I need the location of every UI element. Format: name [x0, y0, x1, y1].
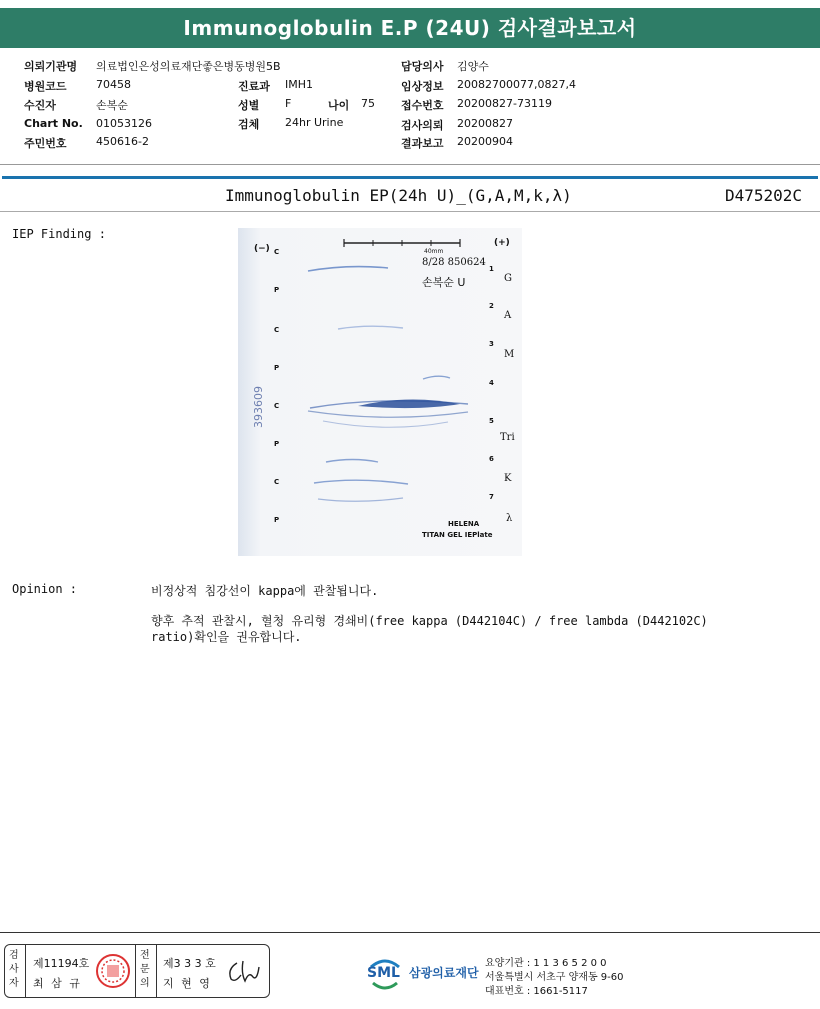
report-date-label: 결과보고 [401, 137, 444, 150]
hospital-code-value: 70458 [96, 78, 131, 91]
request-date-row [401, 117, 581, 131]
sml-logo-text: SML [367, 965, 400, 981]
recipient-row [24, 97, 224, 111]
examiner-label: 검사자 [9, 950, 19, 989]
gel-plus-label: (+) [494, 238, 510, 248]
gel-letter: C [274, 402, 280, 410]
gel-letter: C [274, 478, 280, 486]
iep-finding-label: IEP Finding : [12, 227, 106, 241]
phone-line: 대표번호 : 1661-5117 [485, 986, 588, 997]
chart-no-label: Chart No. [24, 117, 83, 130]
lane-number: 5 [489, 417, 494, 425]
gel-background [238, 228, 522, 556]
report-date-row [401, 135, 581, 149]
request-date-value: 20200827 [457, 117, 513, 130]
examiner-seal-icon [95, 953, 131, 989]
test-name: Immunoglobulin EP(24h U)_(G,A,M,k,λ) [225, 186, 572, 205]
specimen-label: 검체 [238, 118, 260, 131]
gel-brand-sub: TITAN GEL IEPlate [422, 531, 493, 539]
institution-code-line: 요양기관 : 1 1 3 6 5 2 0 0 [485, 958, 607, 969]
institution-row [24, 58, 281, 73]
gel-letter: P [274, 516, 280, 524]
department-label: 진료과 [238, 80, 270, 93]
department-row [238, 78, 378, 92]
sex-label: 성별 [238, 99, 260, 112]
institution-value: 의료법인은성의료재단좋은병동병원5B [96, 60, 281, 73]
gel-letter: P [274, 364, 280, 372]
antiserum-label: A [504, 310, 512, 321]
antiserum-label: M [504, 349, 515, 360]
signature-box [4, 944, 270, 998]
opinion-label: Opinion : [12, 582, 78, 596]
examiner-name: 최 삼 규 [33, 977, 82, 990]
gel-minus-label: (−) [254, 244, 270, 254]
antiserum-label: Tri [500, 432, 515, 443]
resident-no-label: 주민번호 [24, 137, 67, 150]
lane-number: 1 [489, 265, 494, 273]
chart-no-row [24, 117, 224, 131]
lane-number: 2 [489, 302, 494, 310]
gel-brand: HELENA [448, 520, 480, 528]
resident-no-value: 450616-2 [96, 135, 149, 148]
clinical-info-row [401, 78, 581, 92]
recipient-label: 수진자 [24, 99, 56, 112]
age-value: 75 [361, 97, 375, 110]
section-rule [2, 176, 818, 179]
address-line: 서울특별시 서초구 양재동 9-60 [485, 972, 624, 983]
antiserum-label: λ [506, 513, 513, 524]
doctor-value: 김양수 [457, 60, 489, 73]
institution-label: 의뢰기관명 [24, 60, 78, 73]
receipt-no-row [401, 97, 581, 111]
clinical-info-value: 20082700077,0827,4 [457, 78, 576, 91]
examiner-license: 제11194호 [33, 957, 90, 970]
specimen-value: 24hr Urine [285, 116, 344, 129]
resident-no-row [24, 135, 224, 149]
age-label: 나이 [328, 99, 350, 112]
lane-number: 3 [489, 340, 494, 348]
test-code: D475202C [724, 186, 802, 205]
gel-scale-label: 40mm [424, 248, 444, 255]
hospital-code-label: 병원코드 [24, 80, 67, 93]
opinion-line-2: 향후 추적 관찰시, 혈청 유리형 경쇄비(free kappa (D442104C) / free lambda (D442102C) [151, 614, 708, 628]
specialist-signature-icon [223, 957, 263, 987]
gel-handwritten-name: 손복순 U [422, 276, 466, 289]
sex-age-row [238, 97, 378, 111]
test-divider [0, 211, 820, 212]
gel-letter: C [274, 248, 280, 256]
specialist-label-cell [135, 945, 157, 997]
lane-number: 7 [489, 493, 494, 501]
sml-logo [365, 953, 405, 993]
specialist-label: 전문의 [140, 950, 150, 989]
info-divider [0, 164, 820, 165]
department-value: IMH1 [285, 78, 314, 91]
lane-number: 4 [489, 379, 494, 387]
receipt-no-label: 접수번호 [401, 99, 444, 112]
lab-name: 삼광의료재단 [409, 966, 479, 980]
gel-letter: P [274, 440, 280, 448]
iep-gel-image [238, 228, 522, 556]
receipt-no-value: 20200827-73119 [457, 97, 552, 110]
specialist-name: 지 현 영 [163, 977, 212, 990]
specimen-row [238, 116, 378, 130]
examiner-label-cell [5, 945, 26, 997]
specialist-license: 제3 3 3 호 [163, 957, 216, 970]
gel-drawing [238, 228, 522, 556]
chart-no-value: 01053126 [96, 117, 152, 130]
doctor-label: 담당의사 [401, 60, 444, 73]
gel-letter: P [274, 286, 280, 294]
doctor-row [401, 58, 581, 72]
sex-value: F [285, 97, 292, 110]
gel-letter: C [274, 326, 280, 334]
clinical-info-label: 임상정보 [401, 80, 444, 93]
lane-number: 6 [489, 455, 494, 463]
gel-date-id: 8/28 850624 [422, 257, 486, 268]
hospital-code-row [24, 78, 224, 92]
antiserum-label: K [504, 473, 512, 484]
report-date-value: 20200904 [457, 135, 513, 148]
footer-divider [0, 932, 820, 933]
request-date-label: 검사의뢰 [401, 119, 444, 132]
opinion-line-3: ratio)확인을 권유합니다. [151, 630, 302, 644]
report-title: Immunoglobulin E.P (24U) 검사결과보고서 [0, 8, 820, 48]
opinion-line-1: 비정상적 침강선이 kappa에 관찰됩니다. [151, 584, 379, 598]
recipient-value: 손복순 [96, 99, 128, 112]
antiserum-label: G [504, 273, 512, 284]
gel-side-number: 393609 [252, 386, 265, 428]
